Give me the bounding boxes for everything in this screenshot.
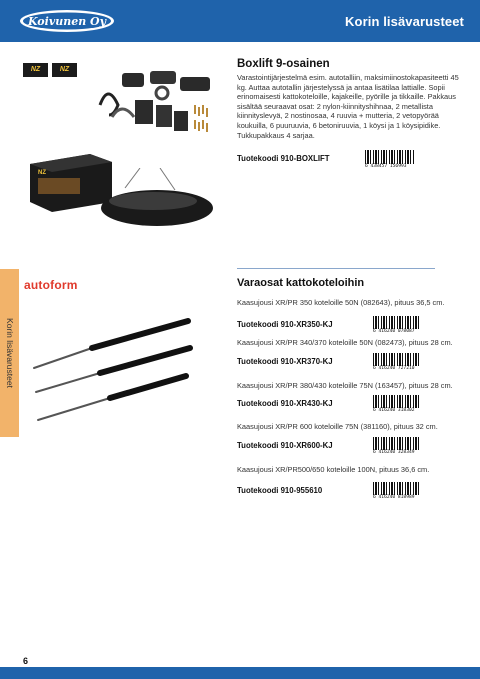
nz-logo: NZ: [23, 63, 48, 77]
product-code: Tuotekoodi 910-XR430-KJ: [237, 399, 333, 408]
product-code: Tuotekoodi 910-XR370-KJ: [237, 357, 333, 366]
page-number: 6: [23, 656, 29, 666]
roof-box-hoist-image: [95, 168, 217, 238]
product-code: Tuotekoodi 910-955610: [237, 486, 323, 495]
barcode-bars: [373, 482, 421, 495]
product-description: Kaasujousi XR/PR 350 koteloille 50N (082643), pituus 36,5 cm.: [237, 298, 445, 307]
product-description: Kaasujousi XR/PR 340/370 koteloille 50N (082473), pituus 28 cm.: [237, 338, 453, 347]
brand-logo-text: Koivunen Oy: [27, 15, 107, 28]
boxlift-parts-image: [90, 65, 220, 147]
side-tab-label: Korin lisävarusteet: [4, 318, 15, 388]
boxlift-title: Boxlift 9-osainen: [237, 58, 330, 70]
product-barcode: [373, 316, 421, 334]
autoform-logo: autoform: [24, 278, 78, 292]
barcode-number: 6 416240 328349: [373, 450, 415, 455]
product-description: Kaasujousi XR/PR 380/430 koteloille 75N (163457), pituus 28 cm.: [237, 381, 453, 390]
product-code: Tuotekoodi 910-XR350-KJ: [237, 320, 333, 329]
barcode-bars: [373, 437, 421, 450]
barcode-number: 6 416240 818989: [373, 495, 415, 500]
side-tab: [0, 269, 19, 437]
product-barcode: [373, 482, 421, 500]
boxlift-description: Varastointijärjestelmä esim. autotalliin, maksimiinostokapasiteetti 45 kg. Auttaa autotallin järjestelyssä ja antaa lisätilaa lattialle. Sopii erinomaisesti kattokoteloille, kajakeille, pyörille ja tikkaille. Pakkaus sisältää seuraavat osat: 2 nylon-kiinnityshihnaa, 2 metallista kiinnityslevyä, 2 nostinosaa, 4 ruuvia + mutteria, 2 vetopyörää koukuilla, 6 puuruuvia, 6 betoniruuvia, 1 köysi ja 1 köysipidike. Tukkupakkaus 4 sarjaa.: [237, 73, 459, 140]
nz-logo: NZ: [52, 63, 77, 77]
barcode-number: 6 416240 727210: [373, 366, 415, 371]
barcode-number: 6 416240 318302: [373, 408, 415, 413]
barcode-bars: [373, 353, 421, 366]
product-description: Kaasujousi XR/PR 600 koteloille 75N (381160), pituus 32 cm.: [237, 422, 438, 431]
product-code: Tuotekoodi 910-XR600-KJ: [237, 441, 333, 450]
boxlift-code: Tuotekoodi 910-BOXLIFT: [237, 154, 330, 163]
gas-springs-image: [30, 318, 198, 430]
product-barcode: [373, 437, 421, 455]
barcode-number: 6 416240 078087: [373, 329, 415, 334]
product-barcode: [373, 353, 421, 371]
barcode-bars: [365, 150, 415, 164]
barcode-number: 6 438457 156993: [365, 164, 407, 169]
koivunen-logo: [18, 8, 116, 34]
roof-box-parts-title: Varaosat kattokoteloihin: [237, 277, 365, 289]
svg-text:NZ: NZ: [38, 170, 46, 176]
product-barcode: [373, 395, 421, 413]
barcode-bars: [373, 395, 421, 408]
boxlift-barcode: [365, 150, 415, 170]
barcode-bars: [373, 316, 421, 329]
page-title: Korin lisävarusteet: [345, 14, 464, 29]
product-description: Kaasujousi XR/PR500/650 koteloille 100N, pituus 36,6 cm.: [237, 465, 430, 474]
section-divider: [237, 268, 435, 269]
page-header: [0, 0, 480, 42]
footer-bar: [0, 667, 480, 679]
